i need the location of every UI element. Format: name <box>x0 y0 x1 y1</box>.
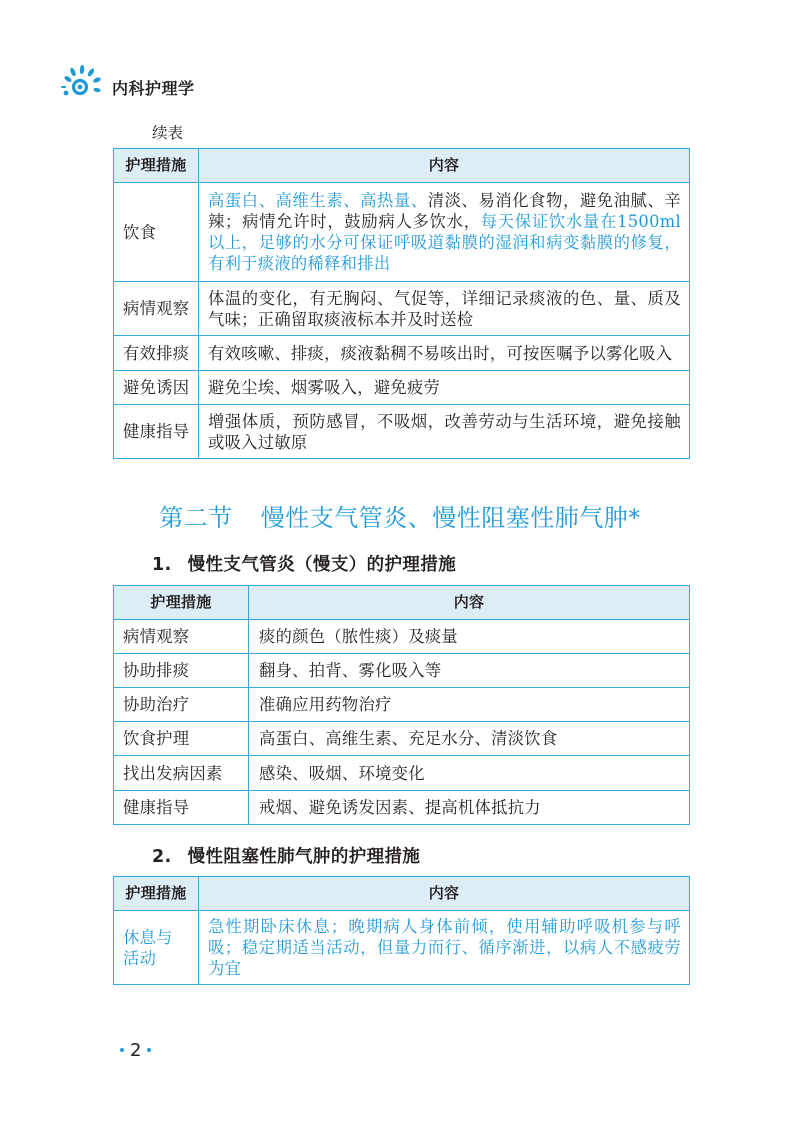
table-row <box>114 756 690 791</box>
content-cell: 急性期卧床休息；晚期病人身体前倾，使用辅助呼吸机参与呼吸；稳定期适当活动，但量力而行、循序渐进，以病人不感疲劳为宜 <box>199 911 690 985</box>
table-header-row <box>114 149 690 183</box>
header-content: 内容 <box>249 586 690 620</box>
subsection-number: 1. <box>152 555 172 575</box>
continued-table-label: 续表 <box>152 124 184 142</box>
measure-cell: 有效排痰 <box>114 336 199 371</box>
content-cell: 准确应用药物治疗 <box>249 688 690 722</box>
measure-cell: 协助排痰 <box>114 654 249 688</box>
measure-cell: 饮食 <box>114 183 199 282</box>
table-row <box>114 183 690 282</box>
measure-cell: 饮食护理 <box>114 722 249 756</box>
measure-cell: 避免诱因 <box>114 371 199 405</box>
measure-cell <box>114 911 199 985</box>
section-number: 第二节 <box>159 504 233 532</box>
table-row <box>114 654 690 688</box>
table-row <box>114 722 690 756</box>
table-row <box>114 791 690 825</box>
header-measure: 护理措施 <box>114 877 199 911</box>
subsection-title: 慢性支气管炎（慢支）的护理措施 <box>187 555 457 575</box>
measure-cell: 健康指导 <box>114 791 249 825</box>
measure-label: 休息与活动 <box>123 927 173 968</box>
header-content: 内容 <box>199 877 690 911</box>
page-number-value: 2 <box>130 1039 142 1061</box>
header-measure: 护理措施 <box>114 149 199 183</box>
table-row <box>114 282 690 336</box>
sunburst-logo-icon <box>60 64 104 104</box>
page-number-dot <box>147 1048 151 1052</box>
content-cell: 翻身、拍背、雾化吸入等 <box>249 654 690 688</box>
table-header-row <box>114 586 690 620</box>
measure-cell: 病情观察 <box>114 282 199 336</box>
subsection-title: 慢性阻塞性肺气肿的护理措施 <box>187 847 421 867</box>
measure-cell: 病情观察 <box>114 620 249 654</box>
content-cell: 戒烟、避免诱发因素、提高机体抵抗力 <box>249 791 690 825</box>
copd-nursing-table <box>113 876 690 985</box>
content-cell: 体温的变化，有无胸闷、气促等，详细记录痰液的色、量、质及气味；正确留取痰液标本并及时送检 <box>199 282 690 336</box>
content-cell: 高蛋白、高维生素、充足水分、清淡饮食 <box>249 722 690 756</box>
subsection-number: 2. <box>152 847 172 867</box>
table-row <box>114 336 690 371</box>
plain-text: 清淡、易消化食物，避免油腻、辛辣；病情允许时，鼓励病人多饮水， <box>208 191 681 231</box>
subsection-heading-1 <box>152 551 456 576</box>
table-row <box>114 371 690 405</box>
table-row <box>114 688 690 722</box>
subsection-heading-2 <box>152 843 420 868</box>
page-number-dot <box>120 1048 124 1052</box>
highlighted-text: 每天保证饮水量在1500ml以上，足够的水分可保证呼吸道黏膜的湿润和病变黏膜的修复，有利于痰液的稀释和排出 <box>208 212 681 273</box>
content-cell <box>199 183 690 282</box>
section-title: 慢性支气管炎、慢性阻塞性肺气肿* <box>260 504 641 532</box>
measure-cell: 协助治疗 <box>114 688 249 722</box>
page-number <box>114 1038 157 1062</box>
nursing-measures-table-continued <box>113 148 690 459</box>
table-row <box>114 405 690 459</box>
table-row <box>114 911 690 985</box>
book-title: 内科护理学 <box>112 79 195 98</box>
measure-cell: 找出发病因素 <box>114 756 249 791</box>
table-header-row <box>114 877 690 911</box>
measure-cell: 健康指导 <box>114 405 199 459</box>
content-cell: 避免尘埃、烟雾吸入，避免疲劳 <box>199 371 690 405</box>
content-cell: 增强体质，预防感冒，不吸烟，改善劳动与生活环境，避免接触或吸入过敏原 <box>199 405 690 459</box>
content-cell: 有效咳嗽、排痰，痰液黏稠不易咳出时，可按医嘱予以雾化吸入 <box>199 336 690 371</box>
table-row <box>114 620 690 654</box>
section-heading <box>0 498 800 533</box>
content-cell: 感染、吸烟、环境变化 <box>249 756 690 791</box>
header-content: 内容 <box>199 149 690 183</box>
content-cell: 痰的颜色（脓性痰）及痰量 <box>249 620 690 654</box>
header-measure: 护理措施 <box>114 586 249 620</box>
chronic-bronchitis-nursing-table <box>113 585 690 825</box>
highlighted-text: 高蛋白、高维生素、高热量、 <box>208 191 428 210</box>
